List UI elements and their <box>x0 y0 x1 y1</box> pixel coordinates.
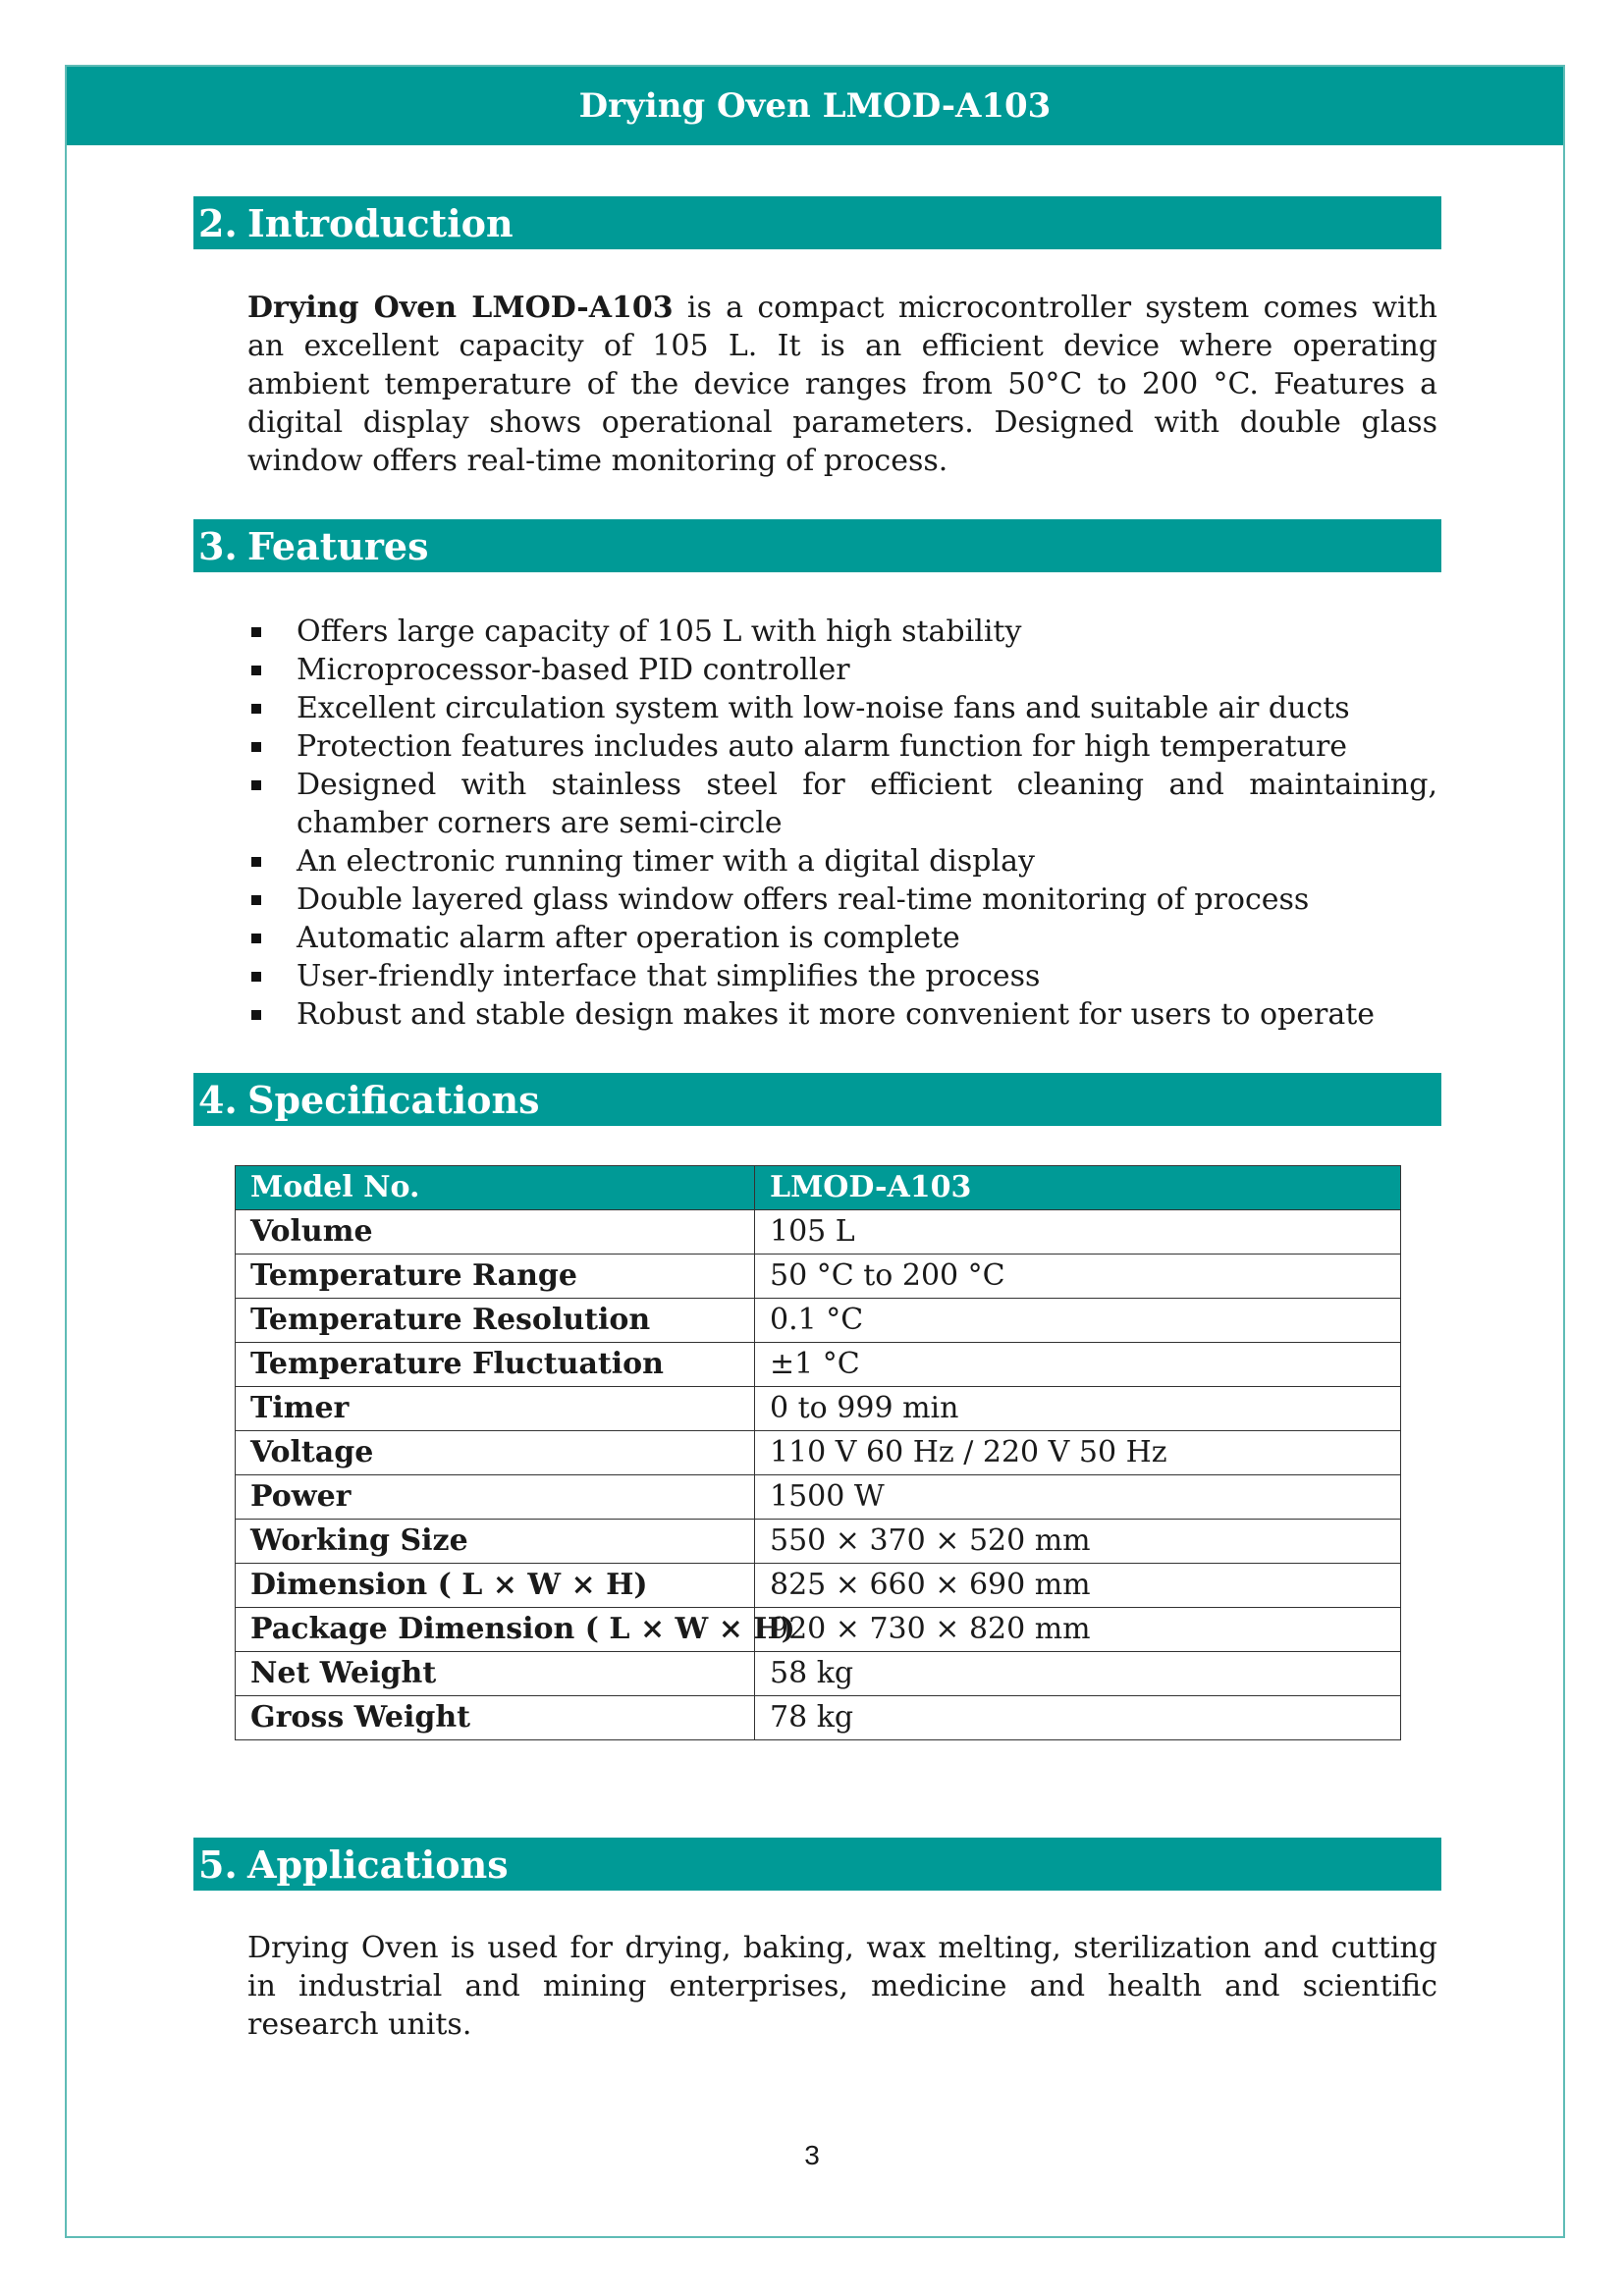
document-title-bar <box>67 67 1563 145</box>
section-header-introduction <box>193 196 1441 249</box>
spec-key: Net Weight <box>236 1652 755 1696</box>
section-header-specifications <box>193 1073 1441 1126</box>
spec-key: Power <box>236 1475 755 1520</box>
feature-item: Double layered glass window offers real-time monitoring of process <box>247 881 1437 919</box>
feature-item: Excellent circulation system with low-noise fans and suitable air ducts <box>247 689 1437 727</box>
table-row <box>236 1387 1401 1431</box>
feature-item: Automatic alarm after operation is complete <box>247 919 1437 957</box>
table-row <box>236 1255 1401 1299</box>
section-header-applications <box>193 1838 1441 1891</box>
introduction-text: is a compact microcontroller system comes with an excellent capacity of 105 L. It is an efficient device where operating ambient temperature of the device ranges from 50°C to 200 °C. Features a digital display shows operational parameters. Designed with double glass window offers real-time monitoring of process. <box>247 291 1437 478</box>
section-header-features <box>193 519 1441 572</box>
table-header-key: Model No. <box>236 1166 755 1210</box>
spec-key: Dimension ( L × W × H) <box>236 1564 755 1608</box>
spec-value: 78 kg <box>755 1696 1401 1740</box>
specifications-table <box>235 1165 1401 1740</box>
spec-key: Package Dimension ( L × W × H) <box>236 1608 755 1652</box>
feature-item: User-friendly interface that simplifies the process <box>247 957 1437 995</box>
spec-value: ±1 °C <box>755 1343 1401 1387</box>
spec-key: Timer <box>236 1387 755 1431</box>
spec-key: Temperature Range <box>236 1255 755 1299</box>
spec-value: 50 °C to 200 °C <box>755 1255 1401 1299</box>
section-number: 3. <box>198 523 238 568</box>
feature-item: Designed with stainless steel for efficient cleaning and maintaining, chamber corners are semi-circle <box>247 766 1437 842</box>
spec-key: Working Size <box>236 1520 755 1564</box>
section-title: Specifications <box>247 1077 540 1122</box>
feature-item: Robust and stable design makes it more convenient for users to operate <box>247 995 1437 1034</box>
spec-value: 110 V 60 Hz / 220 V 50 Hz <box>755 1431 1401 1475</box>
spec-value: 550 × 370 × 520 mm <box>755 1520 1401 1564</box>
table-row <box>236 1564 1401 1608</box>
table-row <box>236 1520 1401 1564</box>
table-row <box>236 1608 1401 1652</box>
spec-value: 0.1 °C <box>755 1299 1401 1343</box>
section-number: 2. <box>198 200 238 245</box>
section-title: Applications <box>247 1842 509 1887</box>
spec-value: 0 to 999 min <box>755 1387 1401 1431</box>
spec-value: 1500 W <box>755 1475 1401 1520</box>
features-list <box>247 613 1437 1034</box>
table-row <box>236 1652 1401 1696</box>
spec-value: 825 × 660 × 690 mm <box>755 1564 1401 1608</box>
spec-key: Temperature Resolution <box>236 1299 755 1343</box>
section-title: Introduction <box>247 200 514 245</box>
table-row <box>236 1210 1401 1255</box>
feature-item: Microprocessor-based PID controller <box>247 651 1437 689</box>
section-title: Features <box>247 523 429 568</box>
feature-item: Offers large capacity of 105 L with high stability <box>247 613 1437 651</box>
table-row <box>236 1343 1401 1387</box>
table-row <box>236 1299 1401 1343</box>
applications-paragraph: Drying Oven is used for drying, baking, wax melting, sterilization and cutting in industrial and mining enterprises, medicine and health and scientific research units. <box>247 1931 1437 2042</box>
page-number: 3 <box>804 2140 820 2170</box>
section-number: 5. <box>198 1842 238 1887</box>
introduction-paragraph <box>247 289 1437 480</box>
table-header-row <box>236 1166 1401 1210</box>
spec-value: 920 × 730 × 820 mm <box>755 1608 1401 1652</box>
document-title: Drying Oven LMOD-A103 <box>578 86 1052 126</box>
table-header-value: LMOD-A103 <box>755 1166 1401 1210</box>
spec-key: Temperature Fluctuation <box>236 1343 755 1387</box>
spec-value: 105 L <box>755 1210 1401 1255</box>
spec-key: Voltage <box>236 1431 755 1475</box>
section-number: 4. <box>198 1077 238 1122</box>
table-row <box>236 1431 1401 1475</box>
table-row <box>236 1475 1401 1520</box>
table-row <box>236 1696 1401 1740</box>
feature-item: Protection features includes auto alarm function for high temperature <box>247 727 1437 766</box>
spec-value: 58 kg <box>755 1652 1401 1696</box>
feature-item: An electronic running timer with a digital display <box>247 842 1437 881</box>
introduction-bold-lead: Drying Oven LMOD-A103 <box>247 291 674 325</box>
spec-key: Volume <box>236 1210 755 1255</box>
spec-key: Gross Weight <box>236 1696 755 1740</box>
